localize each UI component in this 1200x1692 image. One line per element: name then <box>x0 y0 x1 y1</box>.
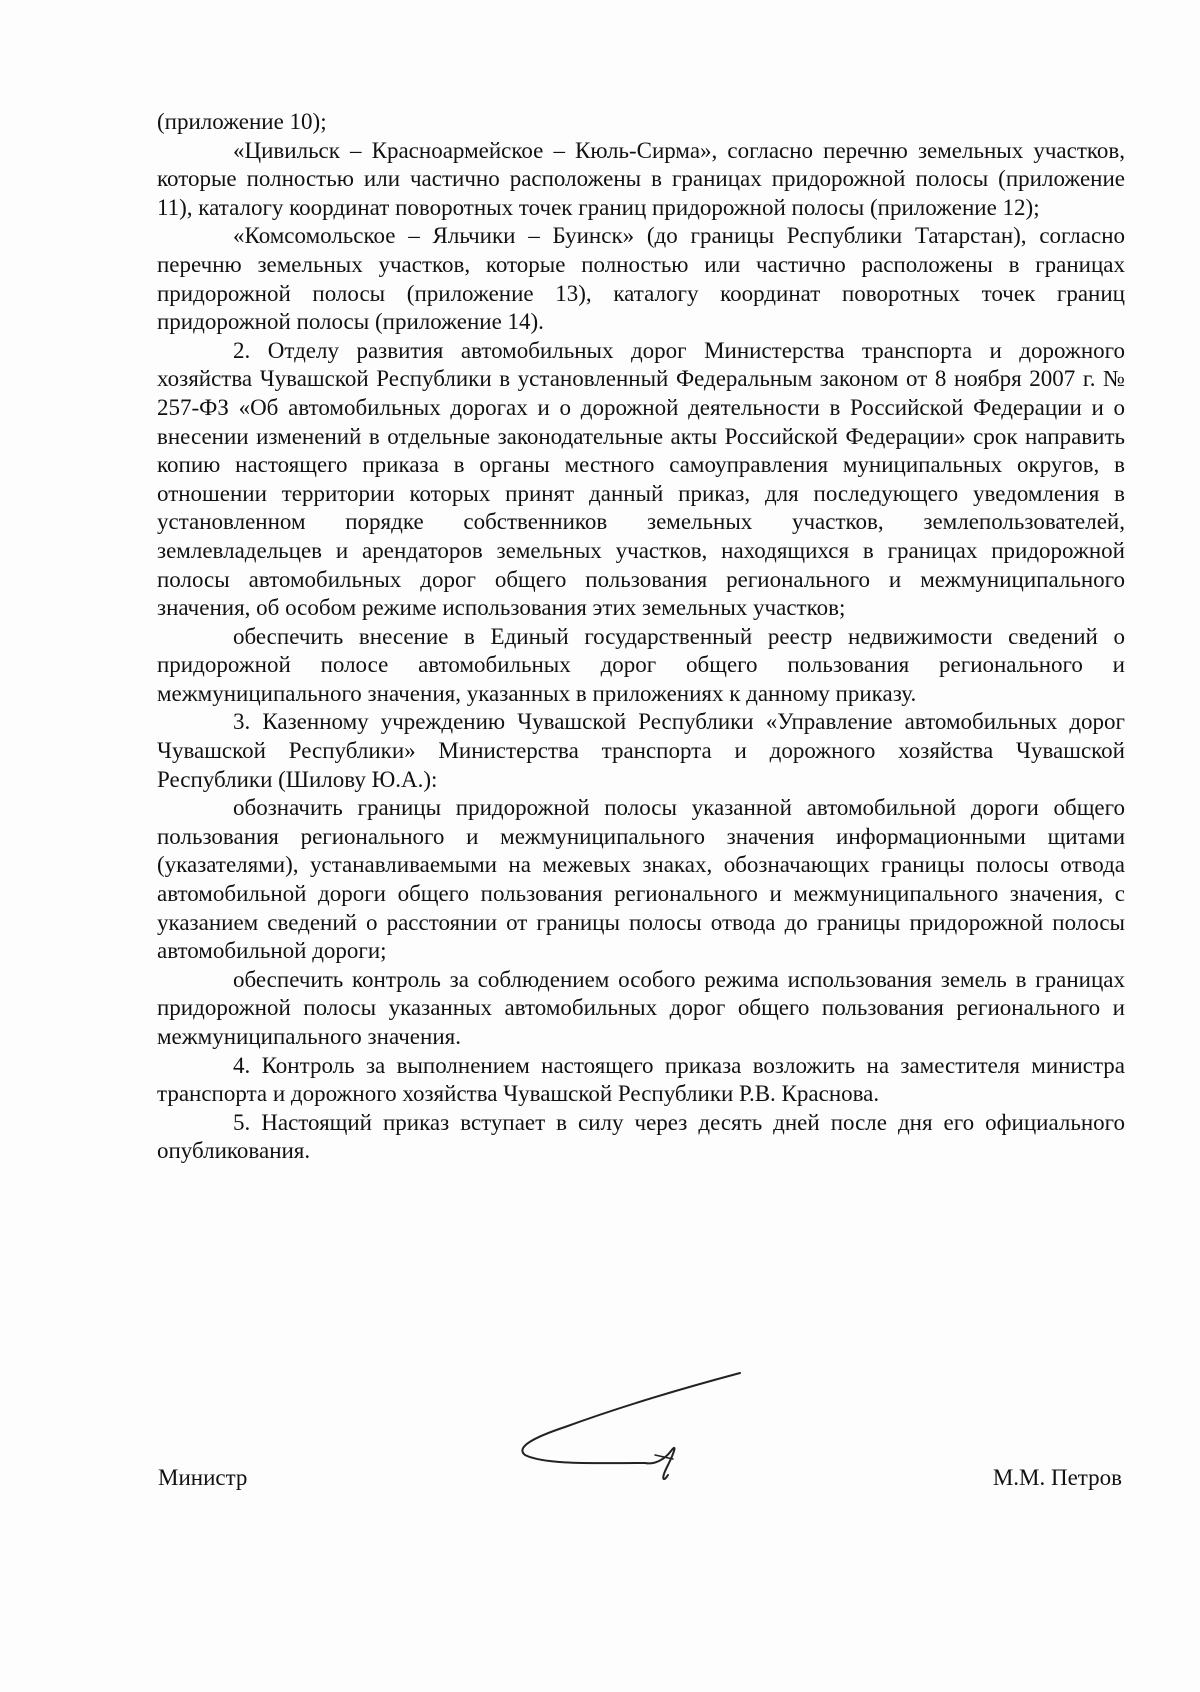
paragraph-item-2: 2. Отделу развития автомобильных дорог Министерства транспорта и дорожного хозяйства Чувашской Республики в установленный Федеральным законом от 8 ноября 2007 г. № 257-ФЗ «Об автомобильных дорогах и о дорожной деятельности в Российской Федерации и о внесении изменений в отдельные законодательные акты Российской Федерации» срок направить копию настоящего приказа в органы местного самоуправления муниципальных округов, в отношении территории которых принят данный приказ, для последующего уведомления в установленном порядке собственников земельных участков, землепользователей, землевладельцев и арендаторов земельных участков, находящихся в границах придорожной полосы автомобильных дорог общего пользования регионального и межмуниципального значения, об особом режиме использования этих земельных участков; <box>157 337 1125 621</box>
signatory-name: М.М. Петров <box>992 1465 1122 1490</box>
paragraph-item-3: 3. Казенному учреждению Чувашской Республики «Управление автомобильных дорог Чувашской Республики» Министерства транспорта и дорожного хозяйства Чувашской Республики (Шилову Ю.А.): <box>157 709 1125 792</box>
handwritten-signature <box>505 1355 775 1515</box>
paragraph-item-5: 5. Настоящий приказ вступает в силу через десять дней после дня его официального опубликования. <box>157 1109 1125 1164</box>
paragraph-road-komsomolskoe: «Комсомольское – Яльчики – Буинск» (до границы Республики Татарстан), согласно перечню земельных участков, которые полностью или частично расположены в границах придорожной полосы (приложение 13), каталогу координат поворотных точек границ придорожной полосы (приложение 14). <box>157 223 1125 335</box>
paragraph-item-2-registry: обеспечить внесение в Единый государственный реестр недвижимости сведений о придорожной полосе автомобильных дорог общего пользования регионального и межмуниципального значения, указанных в приложениях к данному приказу. <box>157 623 1125 706</box>
paragraph-item-3-boundaries: обозначить границы придорожной полосы указанной автомобильной дороги общего пользования регионального и межмуниципального значения информационными щитами (указателями), устанавливаемыми на межевых знаках, обозначающих границы полосы отвода автомобильной дороги общего пользования регионального и межмуниципального значения, с указанием сведений о расстоянии от границы полосы отвода до границы придорожной полосы автомобильной дороги; <box>157 795 1125 964</box>
paragraph-item-4: 4. Контроль за выполнением настоящего приказа возложить на заместителя министра транспорта и дорожного хозяйства Чувашской Республики Р.В. Краснова. <box>157 1052 1125 1107</box>
document-body <box>157 108 1125 1166</box>
signatory-role: Министр <box>158 1465 248 1490</box>
paragraph-road-tsivilsk: «Цивильск – Красноармейское – Кюль-Сирма», согласно перечню земельных участков, которые полностью или частично расположены в границах придорожной полосы (приложение 11), каталогу координат поворотных точек границ придорожной полосы (приложение 12); <box>157 137 1125 220</box>
paragraph-appendix-10: (приложение 10); <box>157 109 327 134</box>
paragraph-item-3-control: обеспечить контроль за соблюдением особого режима использования земель в границах придорожной полосы указанных автомобильных дорог общего пользования регионального и межмуниципального значения. <box>157 966 1125 1049</box>
